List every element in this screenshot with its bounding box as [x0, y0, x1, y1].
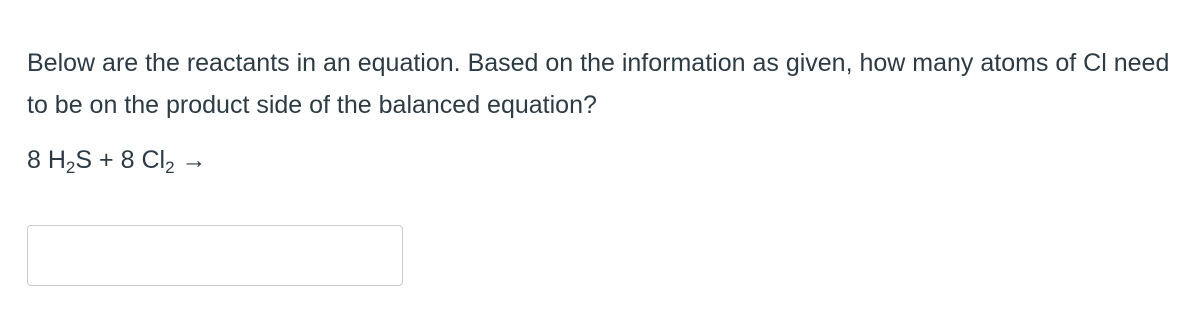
- plus-sign: +: [99, 146, 114, 174]
- question-block: [27, 42, 1177, 178]
- formula-cl2: $Cl_2$: [141, 146, 175, 177]
- coefficient-h2s: 8: [27, 146, 41, 174]
- question-prompt: Below are the reactants in an equation. Based on the information as given, how many atoms of Cl need to be on the product side of the balanced equation?: [27, 49, 1170, 119]
- reaction-arrow: →: [181, 146, 207, 174]
- answer-input[interactable]: [27, 225, 403, 286]
- subscript-cl2: 2: [165, 158, 175, 177]
- chemical-equation: [27, 142, 1177, 178]
- formula-h2s: $H_2S$: [47, 146, 93, 177]
- coefficient-cl2: 8: [120, 146, 135, 174]
- subscript-h2s: 2: [65, 158, 76, 177]
